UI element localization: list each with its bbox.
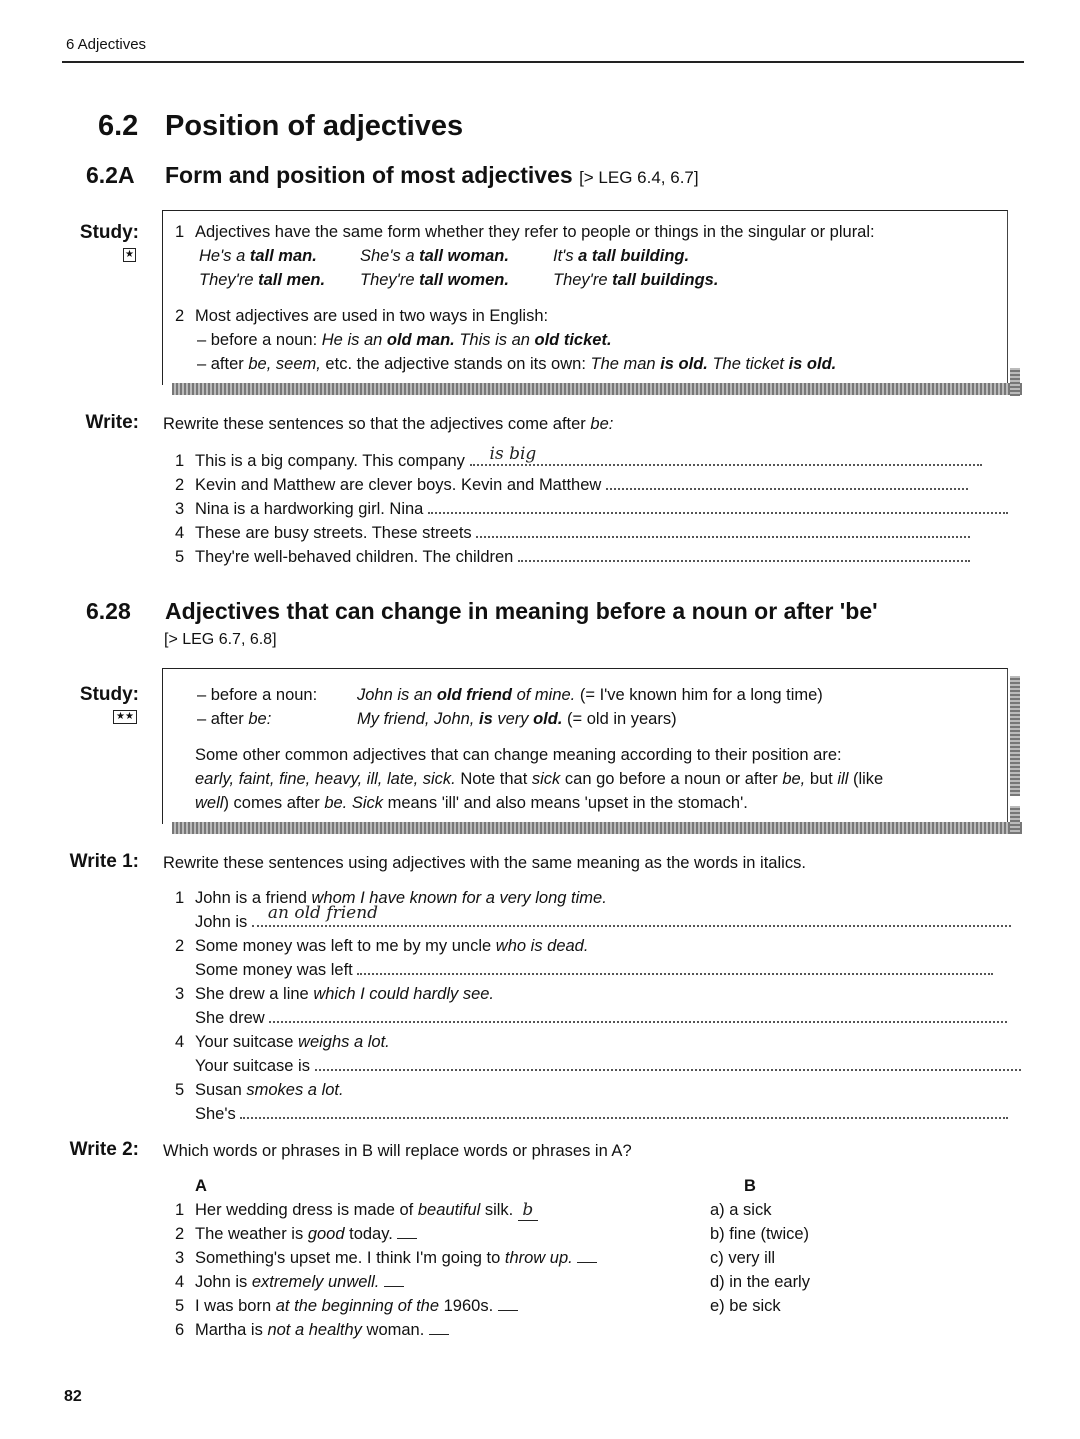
study-a-point-2-text: Most adjectives are used in two ways in English:: [195, 307, 549, 325]
study-a-label: Study:: [79, 222, 139, 243]
header-rule: [62, 61, 1024, 63]
study-b-box-shadow: [172, 822, 1022, 834]
ex-bold: tall buildings.: [612, 271, 719, 289]
answer-blank[interactable]: [577, 1249, 597, 1263]
item-italic: smokes a lot.: [246, 1081, 344, 1099]
study-b-row-1-example: [357, 685, 823, 705]
write-1-item-4-answer-line: [195, 1056, 1021, 1076]
item-text: They're well-behaved children. The children: [195, 548, 514, 566]
b-key: e): [710, 1297, 725, 1315]
ex-text: It's: [553, 247, 579, 265]
b-text: be sick: [729, 1297, 781, 1315]
bullet-italic: This is an: [454, 331, 535, 349]
bullet-text: – before a noun:: [197, 331, 322, 349]
bullet-italic: The man: [590, 355, 661, 373]
subsection-b-number: 6.28: [86, 598, 131, 624]
study-a-example-1c: [553, 246, 689, 266]
bullet-bold: old ticket.: [534, 331, 612, 349]
study-a-box-side-shadow: [1010, 368, 1020, 396]
item-italic: beautiful: [417, 1201, 481, 1219]
item-italic: weighs a lot.: [298, 1033, 390, 1051]
write-2-item-number: 3: [175, 1249, 185, 1267]
answer-field[interactable]: [476, 524, 970, 538]
b-text: very ill: [728, 1249, 776, 1267]
item-lead: Your suitcase is: [195, 1057, 310, 1075]
bullet-text: etc. the adjective stands on its own:: [320, 355, 591, 373]
subsection-a-title: [165, 162, 699, 189]
para-text: means 'ill' and also means 'upset in the stomach'.: [383, 794, 748, 812]
para-text: can go before a noun or after: [560, 770, 783, 788]
write-1-item-3-answer-line: [195, 1008, 1007, 1028]
item-text: today.: [344, 1225, 393, 1243]
write-2-a-item-3: [195, 1248, 597, 1268]
item-italic: extremely unwell.: [251, 1273, 380, 1291]
item-lead: John is: [195, 913, 248, 931]
write-2-b-item-a: [710, 1200, 771, 1220]
ex-bold: tall woman.: [419, 247, 509, 265]
running-head: 6 Adjectives: [66, 36, 147, 53]
bullet-text: – after: [197, 355, 249, 373]
item-text: These are busy streets. These streets: [195, 524, 472, 542]
item-lead: She's: [195, 1105, 236, 1123]
study-a-example-1a: [199, 246, 317, 266]
item-italic: who is dead.: [495, 937, 589, 955]
write-a-item-number: 4: [175, 524, 185, 542]
write-1-item-5-question: [195, 1080, 344, 1100]
write-1-item-number: 5: [175, 1081, 185, 1099]
write-2-item-number: 2: [175, 1225, 185, 1243]
write-2-instruction: Which words or phrases in B will replace words or phrases in A?: [163, 1142, 632, 1160]
b-text: a sick: [729, 1201, 772, 1219]
write-1-label: Write 1:: [69, 851, 139, 872]
item-text: Nina is a hardworking girl. Nina: [195, 500, 424, 518]
ex-text: He's a: [199, 247, 250, 265]
b-key: d): [710, 1273, 725, 1291]
subsection-a-title-text: Form and position of most adjectives: [165, 162, 573, 188]
write-1-item-number: 2: [175, 937, 185, 955]
write-a-item-2: [195, 475, 968, 495]
bullet-italic: The ticket: [707, 355, 789, 373]
item-italic: at the beginning of the: [275, 1297, 440, 1315]
ex-text: They're: [553, 271, 613, 289]
study-a-point-1-text: Adjectives have the same form whether they refer to people or things in the singular or plural:: [195, 223, 875, 241]
answer-blank[interactable]: [498, 1297, 518, 1311]
write-a-item-1: [195, 444, 982, 471]
ex-italic: very: [492, 710, 534, 728]
write-1-item-number: 3: [175, 985, 185, 1003]
item-lead: She drew: [195, 1009, 265, 1027]
ex-gloss: (= I've known him for a long time): [575, 686, 823, 704]
item-text: Your suitcase: [195, 1033, 299, 1051]
para-italic: be.: [324, 794, 348, 812]
study-a-bullet-1: [197, 330, 612, 350]
instruction-italic: be:: [590, 415, 614, 433]
answer-field[interactable]: [357, 961, 993, 975]
subsection-b-title: Adjectives that can change in meaning before a noun or after 'be': [165, 598, 878, 624]
item-italic: good: [307, 1225, 345, 1243]
ex-bold: tall man.: [249, 247, 317, 265]
study-b-label: Study:: [79, 684, 139, 705]
write-2-b-item-e: [710, 1296, 781, 1316]
study-a-example-2c: [553, 270, 718, 290]
write-a-item-number: 3: [175, 500, 185, 518]
study-a-example-2b: [360, 270, 509, 290]
item-text: Some money was left to me by my uncle: [195, 937, 496, 955]
write-2-a-item-1: [195, 1200, 538, 1221]
ex-text: They're: [360, 271, 420, 289]
write-1-instruction: Rewrite these sentences using adjectives with the same meaning as the words in italics.: [163, 854, 806, 872]
ex-bold: a tall building.: [578, 247, 690, 265]
para-italic: ill: [837, 770, 849, 788]
para-text: Note that: [455, 770, 532, 788]
handwritten-answer: is big: [489, 444, 537, 464]
subsection-b-ref: [> LEG 6.7, 6.8]: [164, 631, 277, 648]
answer-field[interactable]: [428, 500, 1008, 514]
ex-italic: My friend, John,: [357, 710, 479, 728]
write-a-item-3: [195, 499, 1008, 519]
item-text: This is a big company. This company: [195, 452, 465, 470]
item-text: The weather is: [195, 1225, 308, 1243]
subsection-a-number: 6.2A: [86, 162, 135, 188]
item-italic: throw up.: [504, 1249, 573, 1267]
ex-bold: old friend: [436, 686, 512, 704]
item-text: John is: [195, 1273, 252, 1291]
section-title: Position of adjectives: [165, 110, 464, 142]
write-a-item-4: [195, 523, 970, 543]
study-b-row-1-label: – before a noun:: [197, 686, 318, 704]
write-1-item-number: 4: [175, 1033, 185, 1051]
study-a-example-1b: [360, 246, 509, 266]
item-text: silk.: [480, 1201, 514, 1219]
column-b-header: B: [744, 1177, 756, 1195]
write-2-item-number: 6: [175, 1321, 185, 1339]
item-italic: whom I have known for a very long time.: [311, 889, 607, 907]
answer-field[interactable]: [606, 476, 968, 490]
b-key: a): [710, 1201, 725, 1219]
b-text: fine (twice): [729, 1225, 810, 1243]
answer-field[interactable]: [470, 444, 982, 466]
write-2-a-item-2: [195, 1224, 417, 1244]
write-a-instruction: [163, 414, 613, 434]
write-1-item-5-answer-line: [195, 1104, 1008, 1124]
item-text: Susan: [195, 1081, 247, 1099]
write-a-item-number: 5: [175, 548, 185, 566]
write-2-label: Write 2:: [69, 1139, 139, 1160]
answer-blank[interactable]: [429, 1321, 449, 1335]
para-italic: be,: [782, 770, 806, 788]
study-a-point-2-number: 2: [175, 307, 185, 325]
write-a-item-number: 2: [175, 476, 185, 494]
row-label-italic: be:: [248, 710, 272, 728]
ex-italic: John is an: [357, 686, 437, 704]
write-1-item-2-answer-line: [195, 960, 993, 980]
study-a-point-1-number: 1: [175, 223, 185, 241]
item-italic: not a healthy: [267, 1321, 362, 1339]
write-2-item-number: 1: [175, 1201, 185, 1219]
answer-field[interactable]: [269, 1009, 1007, 1023]
ex-text: They're: [199, 271, 259, 289]
para-italic: Sick: [351, 794, 384, 812]
b-text: in the early: [729, 1273, 810, 1291]
subsection-a-ref: [> LEG 6.4, 6.7]: [579, 168, 699, 187]
write-2-a-item-5: [195, 1296, 518, 1316]
ex-gloss: (= old in years): [562, 710, 677, 728]
item-text: Martha is: [195, 1321, 268, 1339]
answer-field[interactable]: [240, 1105, 1008, 1119]
write-a-label: Write:: [85, 412, 139, 433]
ex-text: She's a: [360, 247, 420, 265]
study-b-paragraph-line-3: [195, 793, 748, 813]
column-a-header: A: [195, 1177, 207, 1195]
para-text: but: [805, 770, 838, 788]
section-number: 6.2: [98, 110, 139, 142]
write-2-item-number: 4: [175, 1273, 185, 1291]
write-1-item-1-question: [195, 888, 607, 908]
write-1-item-2-question: [195, 936, 588, 956]
write-2-item-number: 5: [175, 1297, 185, 1315]
study-b-box-side-shadow-bottom: [1010, 806, 1020, 834]
b-key: b): [710, 1225, 725, 1243]
b-key: c): [710, 1249, 724, 1267]
study-b-row-2-label: [197, 709, 271, 729]
bullet-bold: is old.: [788, 355, 837, 373]
para-italic: sick: [531, 770, 561, 788]
study-a-bullet-2: [197, 354, 836, 374]
item-text: Her wedding dress is made of: [195, 1201, 418, 1219]
item-lead: Some money was left: [195, 961, 353, 979]
write-1-item-number: 1: [175, 889, 185, 907]
item-text: I was born: [195, 1297, 276, 1315]
para-italic: well: [195, 794, 224, 812]
ex-italic: of mine.: [511, 686, 576, 704]
study-b-box-side-shadow: [1010, 676, 1020, 796]
page-number: 82: [64, 1388, 82, 1405]
write-1-item-4-question: [195, 1032, 390, 1052]
item-text: She drew a line: [195, 985, 314, 1003]
handwritten-answer: an old friend: [267, 903, 379, 923]
answer-blank[interactable]: [397, 1225, 417, 1239]
item-text: John is a friend: [195, 889, 312, 907]
write-a-item-number: 1: [175, 452, 185, 470]
item-text: woman.: [361, 1321, 425, 1339]
difficulty-stars-icon: ★★: [113, 710, 137, 724]
write-2-a-item-4: [195, 1272, 404, 1292]
write-2-b-item-b: [710, 1224, 809, 1244]
write-2-b-item-c: [710, 1248, 775, 1268]
ex-bold: is: [478, 710, 493, 728]
para-text: ) comes after: [223, 794, 325, 812]
para-italic: early, faint, fine, heavy, ill, late, sick.: [195, 770, 456, 788]
write-1-item-3-question: [195, 984, 494, 1004]
item-text: 1960s.: [439, 1297, 494, 1315]
answer-blank[interactable]: [384, 1273, 404, 1287]
write-a-item-5: [195, 547, 970, 567]
item-text: Kevin and Matthew are clever boys. Kevin and Matthew: [195, 476, 602, 494]
bullet-bold: is old.: [660, 355, 708, 373]
write-2-a-item-6: [195, 1320, 449, 1340]
item-italic: which I could hardly see.: [313, 985, 495, 1003]
bullet-italic: He is an: [321, 331, 387, 349]
ex-bold: tall women.: [419, 271, 509, 289]
write-1-item-1-answer-line: [195, 903, 1011, 932]
answer-field[interactable]: [315, 1057, 1021, 1071]
para-text: (like: [848, 770, 884, 788]
handwritten-answer: b: [522, 1200, 534, 1220]
study-b-row-2-example: [357, 709, 677, 729]
bullet-bold: old man.: [386, 331, 455, 349]
answer-blank[interactable]: [518, 1200, 538, 1221]
instruction-text: Rewrite these sentences so that the adjectives come after: [163, 415, 591, 433]
study-b-paragraph-line-1: Some other common adjectives that can change meaning according to their position are:: [195, 746, 842, 764]
ex-bold: tall men.: [258, 271, 326, 289]
write-2-b-item-d: [710, 1272, 810, 1292]
item-text: Something's upset me. I think I'm going to: [195, 1249, 505, 1267]
study-a-box-shadow: [172, 383, 1022, 395]
bullet-italic: be, seem,: [248, 355, 321, 373]
row-label-text: – after: [197, 710, 249, 728]
study-b-paragraph-line-2: [195, 769, 883, 789]
study-a-example-2a: [199, 270, 325, 290]
answer-field[interactable]: [518, 548, 970, 562]
answer-field[interactable]: [252, 903, 1011, 927]
difficulty-star-icon: ★: [125, 249, 134, 260]
ex-bold: old.: [533, 710, 563, 728]
